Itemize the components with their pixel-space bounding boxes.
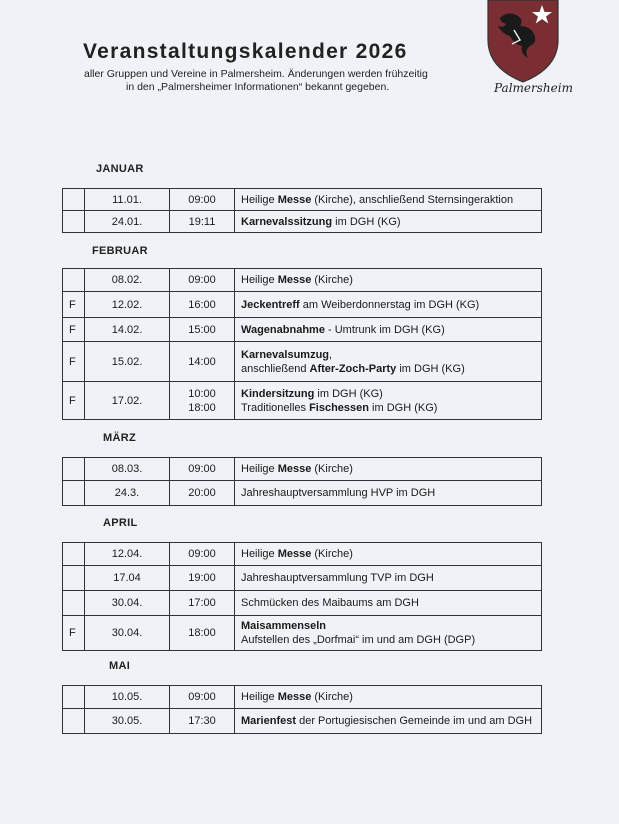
event-text: , (329, 348, 333, 361)
event-row (63, 686, 542, 709)
event-text: Heilige (241, 548, 278, 560)
event-time-start: 16:00 (188, 298, 216, 311)
event-time-start: 09:00 (188, 193, 216, 206)
event-flag (63, 211, 85, 233)
event-time-start: 18:00 (188, 627, 216, 639)
event-date: 11.01. (85, 189, 170, 211)
event-text: Schmücken des Maibaums am DGH (241, 597, 419, 609)
event-date: 10.05. (85, 686, 170, 709)
event-time-start: 09:00 (188, 463, 216, 475)
subtitle-line-2: in den „Palmersheimer Informationen“ bekannt gegeben. (126, 81, 390, 93)
month-heading: APRIL (103, 517, 138, 529)
event-date: 08.02. (85, 269, 170, 292)
event-description-line (241, 486, 535, 500)
event-time (170, 686, 235, 709)
event-highlight-text: Jeckentreff (241, 298, 300, 311)
event-row (63, 382, 542, 420)
event-time (170, 292, 235, 318)
event-date: 30.05. (85, 709, 170, 734)
town-name: Palmersheim (494, 81, 573, 95)
event-highlight-text: Maisammenseln (241, 620, 326, 632)
event-description (235, 481, 542, 506)
event-text: im DGH (KG) (314, 387, 383, 400)
event-time (170, 481, 235, 506)
event-flag: F (63, 292, 85, 318)
event-time-start: 17:30 (188, 715, 216, 727)
month-heading: JANUAR (96, 163, 144, 175)
event-flag (63, 269, 85, 292)
event-description (235, 616, 542, 651)
event-text: am Weiberdonnerstag im DGH (KG) (299, 298, 480, 311)
event-text: (Kirche) (311, 463, 353, 475)
event-time-start: 19:11 (188, 215, 216, 228)
event-description (235, 458, 542, 481)
event-date: 17.02. (85, 382, 170, 420)
event-description-line (241, 387, 535, 401)
event-description (235, 342, 542, 382)
event-time (170, 543, 235, 566)
event-text: im DGH (KG) (332, 215, 401, 228)
event-row (63, 458, 542, 481)
event-time-second: 18:00 (188, 401, 216, 414)
event-time (170, 591, 235, 616)
event-highlight-text: Messe (277, 463, 312, 475)
page-title: Veranstaltungskalender 2026 (83, 40, 408, 63)
event-description (235, 382, 542, 420)
event-text: Jahreshauptversammlung TVP im DGH (241, 572, 434, 584)
event-text: - Umtrunk im DGH (KG) (324, 323, 445, 336)
event-row (63, 342, 542, 382)
event-flag (63, 591, 85, 616)
event-date: 12.02. (85, 292, 170, 318)
event-time (170, 189, 235, 211)
event-description-line (241, 596, 535, 610)
event-table (62, 188, 542, 233)
event-description (235, 591, 542, 616)
event-row (63, 189, 542, 211)
event-time-start: 14:00 (188, 355, 216, 368)
event-date: 24.01. (85, 211, 170, 233)
event-highlight-text: Messe (277, 691, 312, 703)
event-text: Jahreshauptversammlung HVP im DGH (241, 487, 436, 499)
event-text: im DGH (KG) (369, 401, 438, 414)
event-date: 08.03. (85, 458, 170, 481)
event-row (63, 709, 542, 734)
event-text: Heilige (241, 463, 278, 475)
event-time (170, 318, 235, 342)
event-table (62, 685, 542, 734)
event-date: 17.04 (85, 566, 170, 591)
event-description-line (241, 547, 535, 561)
event-row (63, 269, 542, 292)
event-time-start: 09:00 (188, 691, 216, 703)
event-date: 30.04. (85, 616, 170, 651)
event-highlight-text: After-Zoch-Party (309, 362, 397, 375)
event-flag (63, 481, 85, 506)
subtitle-line-1: aller Gruppen und Vereine in Palmersheim. Änderungen werden frühzeitig (84, 68, 428, 80)
event-text: (Kirche) (311, 691, 353, 703)
event-time (170, 566, 235, 591)
event-description-line (241, 298, 535, 312)
event-row (63, 566, 542, 591)
event-time (170, 269, 235, 292)
event-date: 24.3. (85, 481, 170, 506)
event-flag: F (63, 382, 85, 420)
coat-of-arms-icon (484, 0, 562, 84)
event-description-line (241, 714, 535, 728)
event-date: 14.02. (85, 318, 170, 342)
event-flag: F (63, 616, 85, 651)
event-flag (63, 709, 85, 734)
event-flag (63, 566, 85, 591)
event-time-start: 19:00 (188, 572, 216, 584)
event-date: 30.04. (85, 591, 170, 616)
event-row (63, 292, 542, 318)
event-time (170, 382, 235, 420)
event-description-line (241, 193, 535, 207)
event-description-line (241, 462, 535, 476)
event-description-line (241, 348, 535, 362)
event-table (62, 268, 542, 420)
event-description (235, 292, 542, 318)
event-text: Heilige (241, 274, 278, 286)
event-description-line (241, 401, 535, 415)
event-time-start: 17:00 (188, 597, 216, 609)
event-flag: F (63, 342, 85, 382)
event-text: der Portugiesischen Gemeinde im und am DGH (296, 715, 533, 727)
event-flag (63, 189, 85, 211)
event-date: 15.02. (85, 342, 170, 382)
event-time-start: 09:00 (188, 274, 216, 286)
event-text: Heilige (241, 193, 278, 206)
event-description-line (241, 215, 535, 229)
event-description (235, 211, 542, 233)
event-row (63, 591, 542, 616)
event-flag (63, 686, 85, 709)
month-heading: FEBRUAR (92, 245, 148, 257)
event-description-line (241, 633, 535, 647)
event-highlight-text: Karnevalssitzung (241, 215, 333, 228)
event-row (63, 616, 542, 651)
event-text: (Kirche) (311, 274, 353, 286)
event-text: anschließend (241, 362, 310, 375)
event-text: Aufstellen des „Dorfmai“ im und am DGH (DGP) (241, 634, 476, 646)
event-description (235, 318, 542, 342)
event-time (170, 709, 235, 734)
event-description (235, 566, 542, 591)
event-row (63, 211, 542, 233)
month-heading: MAI (109, 660, 131, 672)
event-table (62, 542, 542, 651)
event-highlight-text: Kindersitzung (241, 387, 315, 400)
event-description-line (241, 323, 535, 337)
event-row (63, 543, 542, 566)
event-text: Traditionelles (241, 401, 310, 414)
event-description (235, 543, 542, 566)
event-text: im DGH (KG) (396, 362, 465, 375)
event-flag: F (63, 318, 85, 342)
event-date: 12.04. (85, 543, 170, 566)
event-flag (63, 543, 85, 566)
event-row (63, 318, 542, 342)
event-time-start: 15:00 (188, 323, 216, 336)
event-highlight-text: Wagenabnahme (241, 323, 325, 336)
event-description (235, 269, 542, 292)
event-time (170, 616, 235, 651)
event-description (235, 189, 542, 211)
event-text: Heilige (241, 691, 278, 703)
event-description-line (241, 362, 535, 376)
event-description (235, 709, 542, 734)
event-time (170, 458, 235, 481)
event-text: (Kirche) (311, 548, 353, 560)
event-time (170, 342, 235, 382)
event-highlight-text: Messe (277, 193, 312, 206)
event-highlight-text: Karnevalsumzug (241, 348, 330, 361)
event-time (170, 211, 235, 233)
event-highlight-text: Messe (277, 274, 312, 286)
event-description-line (241, 619, 535, 633)
event-time-start: 09:00 (188, 548, 216, 560)
event-highlight-text: Marienfest (241, 715, 297, 727)
event-table (62, 457, 542, 506)
event-time-start: 20:00 (188, 487, 216, 499)
event-highlight-text: Fischessen (309, 401, 369, 414)
event-row (63, 481, 542, 506)
month-heading: MÄRZ (103, 432, 136, 444)
event-description-line (241, 571, 535, 585)
event-time-start: 10:00 (188, 387, 216, 400)
event-highlight-text: Messe (277, 548, 312, 560)
event-description-line (241, 273, 535, 287)
event-text: (Kirche), anschließend Sternsingeraktion (311, 193, 514, 206)
event-description-line (241, 690, 535, 704)
event-flag (63, 458, 85, 481)
event-description (235, 686, 542, 709)
